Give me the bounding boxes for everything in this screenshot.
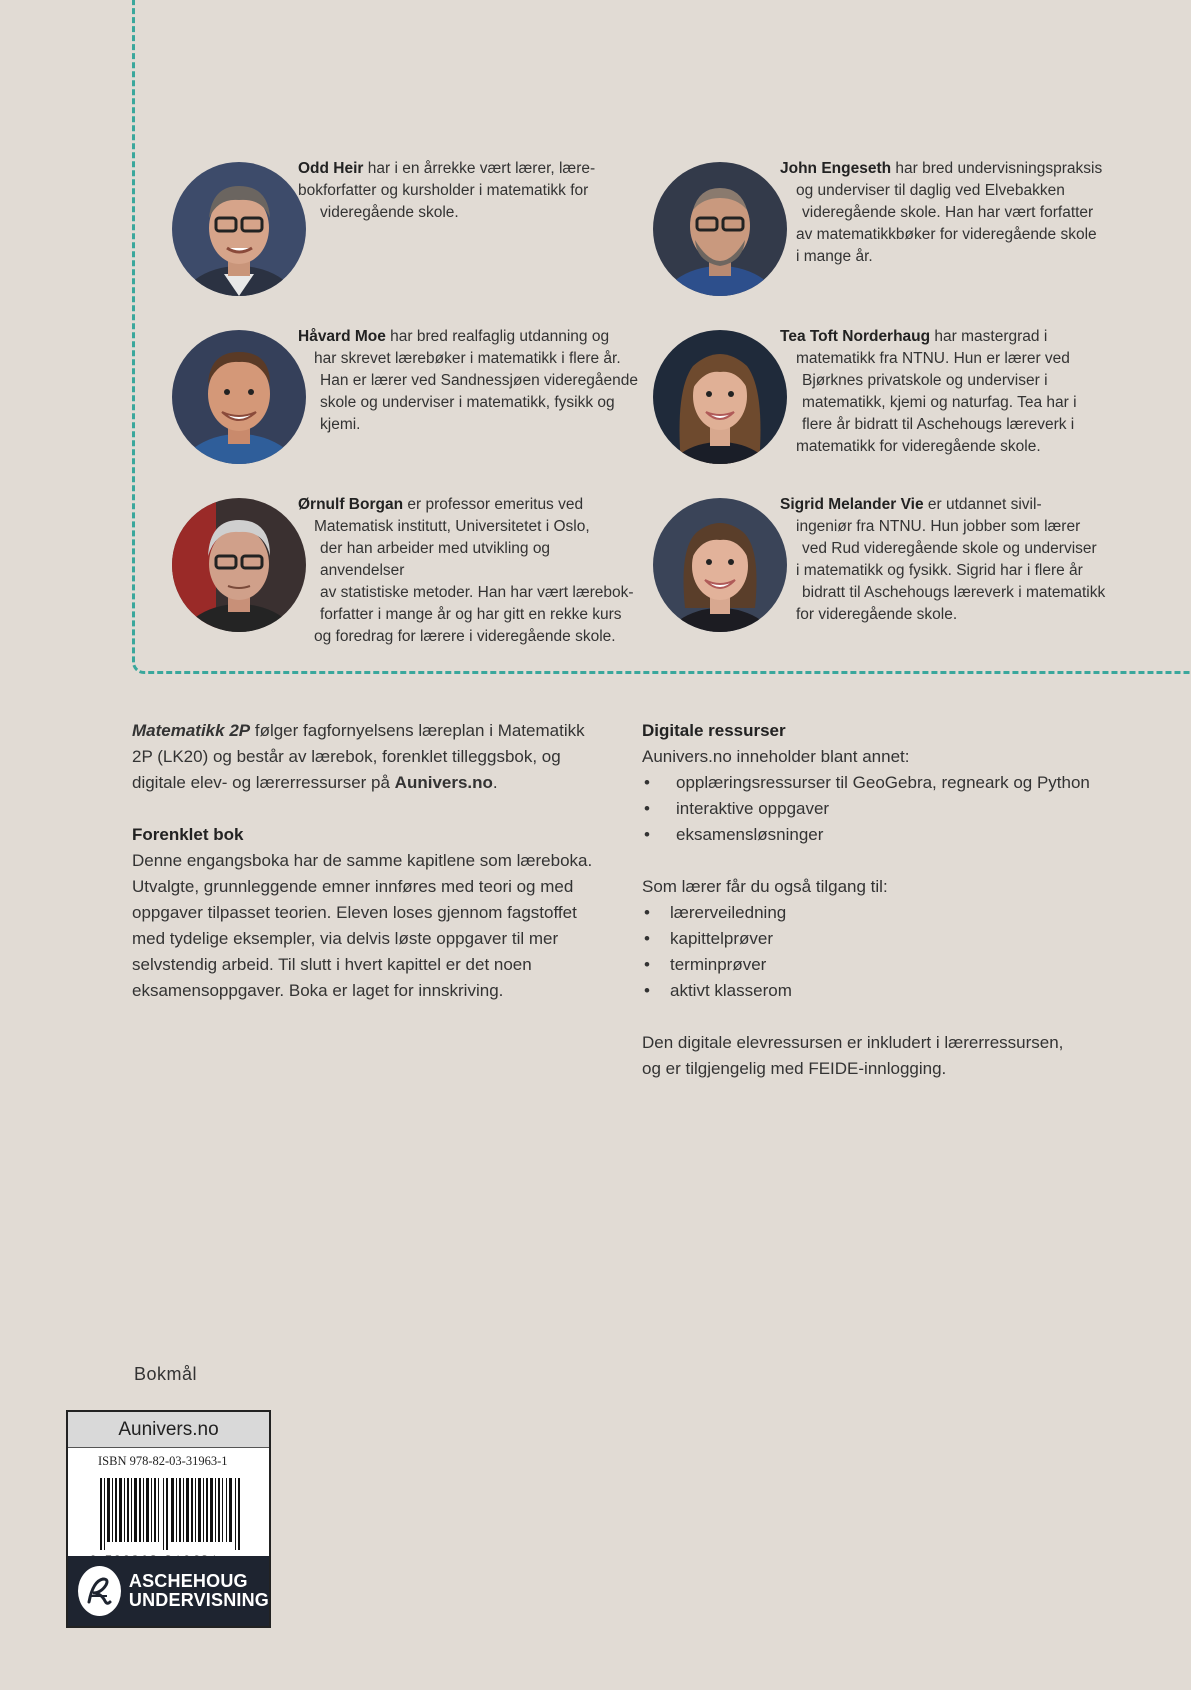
author-photo-odd-heir [172,162,306,296]
forenklet-heading: Forenklet bok [132,825,244,844]
digitale-intro: Aunivers.no inneholder blant annet: [642,747,910,766]
outro: Den digitale elevressursen er inkludert i lærerressursen, og er tilgjengelig med FEIDE-innlogging. [642,1033,1064,1078]
publisher-name-line2: UNDERVISNING [128,1590,269,1610]
author-bio-odd-heir: Odd Heir har i en årrekke vært lærer, lære- bokforfatter og kursholder i matematikk for videregående skole. [298,160,596,221]
list-item: • eksamensløsninger [642,822,1142,848]
author-bio-tea-toft-norderhaug: Tea Toft Norderhaug har mastergrad i matematikk fra NTNU. Hun er lærer ved Bjørknes privatskole og underviser i matematikk, kjemi og naturfag. Tea har i flere år bidratt til Aschehougs læreverk i matematikk for videregående skole. [780,328,1077,455]
teacher-intro: Som lærer får du også tilgang til: [642,877,888,896]
author-bio-john-engeseth: John Engeseth har bred undervisningspraksis og underviser til daglig ved Elvebakken videregående skole. Han har vært forfatter av matematikkbøker for videregående skole i mange år. [780,160,1103,265]
author-photo-ornulf-borgan [172,498,306,632]
language-label: Bokmål [134,1364,198,1384]
author-bio-sigrid-melander-vie: Sigrid Melander Vie er utdannet sivil- ingeniør fra NTNU. Hun jobber som lærer ved Rud videregående skole og underviser i matematikk og fysikk. Sigrid har i flere år bidratt til Aschehougs læreverk i matematikk for videregående skole. [780,496,1106,623]
forenklet-paragraph: Denne engangsboka har de samme kapitlene som læreboka. Utvalgte, grunnleggende emner innføres med teori og med oppgaver tilpasset teorien. Eleven loses gjennom fagstoffet med tydelige eksempler, via delvis løste oppgaver til mer selvstendig arbeid. Til slutt i hvert kapittel er det noen eksamensoppgaver. Boka er laget for innskriving. [132,851,593,1000]
author-bio-havard-moe: Håvard Moe har bred realfaglig utdanning og har skrevet lærebøker i matematikk i flere år. Han er lærer ved Sandnessjøen videregående skole og underviser i matematikk, fysikk og kjemi. [298,328,638,433]
list-item: • lærerveiledning [642,900,1142,926]
author-bio-ornulf-borgan: Ørnulf Borgan er professor emeritus ved Matematisk institutt, Universitetet i Oslo, der han arbeider med utvikling og anvendelser av statistiske metoder. Han har vært lærebok- forfatter i mange år og har gitt en rekke kurs og foredrag for lærere i videregående skole. [298,496,634,645]
author-photo-tea-toft-norderhaug [653,330,787,464]
teacher-list [642,900,1142,1004]
right-column [642,718,1142,1082]
aunivers-label: Aunivers.no [68,1412,269,1448]
list-item: • terminprøver [642,952,1142,978]
author-photo-havard-moe [172,330,306,464]
intro-paragraph: Matematikk 2P følger fagfornyelsens læreplan i Matematikk 2P (LK20) og består av lærebok, forenklet tilleggsbok, og digitale elev- og lærerressurser på Aunivers.no. [132,721,585,792]
aunivers-link[interactable]: Aunivers.no [394,773,493,792]
digitale-heading: Digitale ressurser [642,721,786,740]
publisher-logo-block [68,1556,269,1626]
left-column [132,718,612,1030]
barcode-box [66,1410,271,1628]
barcode [100,1478,240,1550]
author-photo-sigrid-melander-vie [653,498,787,632]
isbn-text: ISBN 978-82-03-31963-1 [98,1454,228,1468]
list-item: • kapittelprøver [642,926,1142,952]
aschehoug-logo-icon [78,1566,121,1616]
list-item: • interaktive oppgaver [642,796,1142,822]
resource-list [642,770,1142,848]
author-photo-john-engeseth [653,162,787,296]
list-item: • aktivt klasserom [642,978,1142,1004]
publisher-name-line1: ASCHEHOUG [128,1571,248,1591]
list-item: • opplæringsressurser til GeoGebra, regneark og Python [642,770,1142,796]
